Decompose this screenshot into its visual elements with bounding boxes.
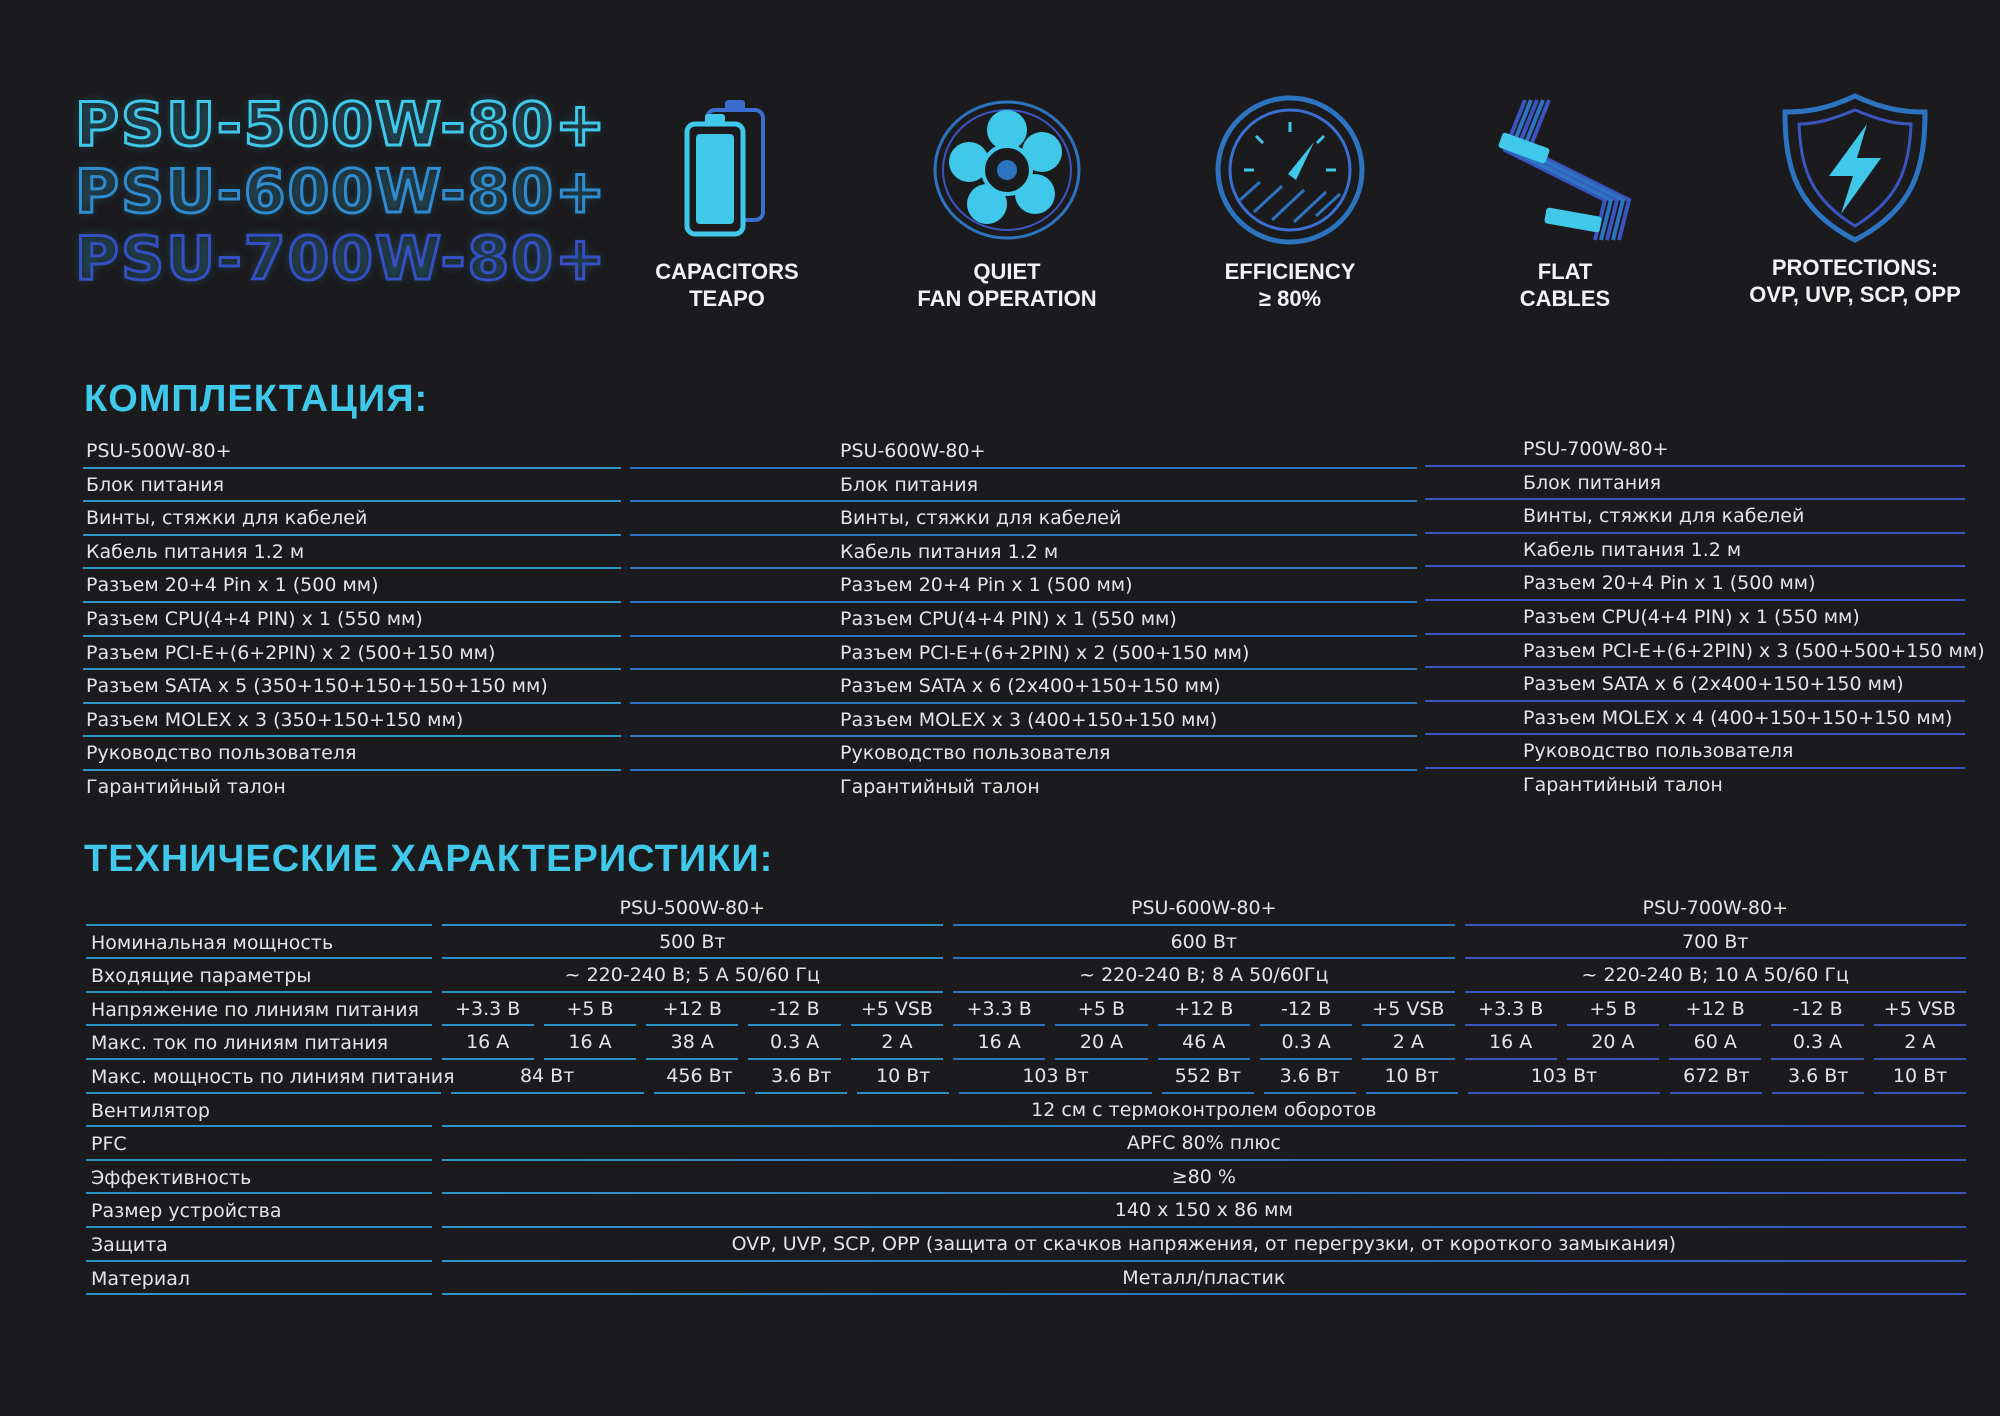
feature-label: QUIET (973, 259, 1041, 284)
kit-item: Руководство пользователя (1425, 735, 1965, 769)
model-header: PSU-500W-80+ (442, 892, 943, 926)
table-row (86, 959, 1966, 993)
table-cell: 140 х 150 х 86 мм (442, 1194, 1966, 1228)
kit-item: Разъем 20+4 Pin x 1 (500 мм) (630, 569, 1417, 603)
table-row (86, 1228, 1966, 1262)
row-label: Макс. мощность по линиям питания (86, 1060, 441, 1094)
table-row (86, 1161, 1966, 1195)
table-cell: 12 см с термоконтролем оборотов (442, 1094, 1966, 1128)
kit-item: PSU-700W-80+ (1425, 433, 1965, 467)
kit-item: Гарантийный талон (86, 775, 286, 798)
model-header: PSU-600W-80+ (953, 892, 1454, 926)
row-label: Макс. ток по линиям питания (86, 1026, 432, 1060)
kit-item: Разъем PCI-E+(6+2PIN) x 2 (500+150 мм) (83, 637, 621, 671)
table-cell: OVP, UVP, SCP, OPP (защита от скачков напряжения, от перегрузки, от короткого замыкания) (442, 1228, 1966, 1262)
feature-label: FAN OPERATION (917, 286, 1097, 311)
feature-label: CABLES (1519, 286, 1611, 311)
kit-column (1425, 433, 1985, 803)
shield-bolt-icon (1775, 90, 1935, 246)
feature-label: TEAPO (689, 286, 765, 311)
table-cell: +3.3 В (442, 993, 534, 1027)
kit-item: Гарантийный талон (840, 775, 1040, 798)
table-cell: 16 А (1465, 1026, 1557, 1060)
table-cell: 16 А (953, 1026, 1045, 1060)
table-cell: -12 В (748, 993, 840, 1027)
table-row (86, 1094, 1966, 1128)
kit-item: Разъем PCI-E+(6+2PIN) x 3 (500+500+150 мм) (1425, 635, 1965, 669)
kit-column (630, 435, 1417, 805)
table-cell: 0.3 А (1771, 1026, 1863, 1060)
row-label: Входящие параметры (86, 959, 432, 993)
kit-item: Гарантийный талон (1523, 773, 1723, 796)
table-cell: +5 В (1055, 993, 1147, 1027)
table-cell: 46 А (1158, 1026, 1250, 1060)
model-titles (75, 92, 607, 293)
kit-item: Разъем CPU(4+4 PIN) x 1 (550 мм) (630, 603, 1417, 637)
table-cell: 10 Вт (857, 1060, 949, 1094)
table-cell: 672 Вт (1670, 1060, 1762, 1094)
table-row (86, 926, 1966, 960)
table-cell: +3.3 В (953, 993, 1045, 1027)
table-cell: 20 А (1567, 1026, 1659, 1060)
table-cell: 552 Вт (1162, 1060, 1254, 1094)
table-cell: ≥80 % (442, 1161, 1966, 1195)
table-cell: 2 А (1362, 1026, 1454, 1060)
specs-table (86, 892, 1966, 1295)
specs-heading: ТЕХНИЧЕСКИЕ ХАРАКТЕРИСТИКИ: (84, 838, 774, 880)
feature-capacitors (617, 90, 837, 312)
model-title: PSU-600W-80+ (75, 157, 608, 227)
table-cell: 16 А (442, 1026, 534, 1060)
table-row (86, 1194, 1966, 1228)
table-cell: APFC 80% плюс (442, 1127, 1966, 1161)
model-title: PSU-700W-80+ (75, 224, 608, 294)
table-cell: 456 Вт (654, 1060, 746, 1094)
row-label: Эффективность (86, 1161, 432, 1195)
kit-item: PSU-500W-80+ (83, 435, 621, 469)
table-cell: 2 А (1874, 1026, 1966, 1060)
kit-item: Блок питания (630, 469, 1417, 503)
gauge-icon (1210, 90, 1370, 250)
row-label: PFC (86, 1127, 432, 1161)
kit-item: Разъем CPU(4+4 PIN) x 1 (550 мм) (83, 603, 621, 637)
kit-item: Винты, стяжки для кабелей (1425, 500, 1965, 534)
battery-icon (657, 90, 797, 250)
kit-item: Руководство пользователя (83, 737, 621, 771)
table-cell: -12 В (1771, 993, 1863, 1027)
kit-item: Винты, стяжки для кабелей (83, 502, 621, 536)
table-cell: 700 Вт (1465, 926, 1966, 960)
model-title: PSU-500W-80+ (75, 90, 608, 160)
table-cell: ~ 220-240 В; 5 А 50/60 Гц (442, 959, 943, 993)
table-cell: 2 А (851, 1026, 943, 1060)
feature-label: ≥ 80% (1258, 286, 1322, 311)
kit-item: Руководство пользователя (630, 737, 1417, 771)
kit-item: Разъем MOLEX x 3 (350+150+150 мм) (83, 704, 621, 738)
table-cell: 3.6 Вт (1264, 1060, 1356, 1094)
table-row (86, 892, 1966, 926)
table-row (86, 1262, 1966, 1296)
table-cell: 10 Вт (1874, 1060, 1966, 1094)
model-header: PSU-700W-80+ (1465, 892, 1966, 926)
table-cell: +5 VSB (851, 993, 943, 1027)
kit-item: Блок питания (1425, 467, 1965, 501)
row-label: Материал (86, 1262, 432, 1296)
table-row (86, 1127, 1966, 1161)
table-cell: +12 В (1669, 993, 1761, 1027)
kit-item: Разъем 20+4 Pin x 1 (500 мм) (1425, 567, 1965, 601)
table-cell: +5 В (1567, 993, 1659, 1027)
feature-flat-cables (1455, 90, 1675, 312)
table-cell: +5 VSB (1874, 993, 1966, 1027)
table-cell: 500 Вт (442, 926, 943, 960)
kit-item: Разъем SATA x 6 (2x400+150+150 мм) (630, 670, 1417, 704)
table-cell: 38 А (646, 1026, 738, 1060)
table-cell: +3.3 В (1465, 993, 1557, 1027)
fan-icon (927, 90, 1087, 250)
table-cell: +12 В (646, 993, 738, 1027)
table-cell: 103 Вт (1468, 1060, 1661, 1094)
flat-cable-icon (1485, 90, 1645, 250)
table-cell: +5 VSB (1362, 993, 1454, 1027)
feature-label: FLAT (1537, 259, 1593, 284)
kit-item: Разъем CPU(4+4 PIN) x 1 (550 мм) (1425, 601, 1965, 635)
feature-fan (897, 90, 1117, 312)
table-cell: 60 А (1669, 1026, 1761, 1060)
kit-item: Винты, стяжки для кабелей (630, 502, 1417, 536)
table-cell: ~ 220-240 В; 8 А 50/60Гц (953, 959, 1454, 993)
row-label: Защита (86, 1228, 432, 1262)
table-cell: +5 В (544, 993, 636, 1027)
table-cell: +12 В (1158, 993, 1250, 1027)
table-row (86, 993, 1966, 1027)
kit-item: Кабель питания 1.2 м (630, 536, 1417, 570)
table-cell: -12 В (1260, 993, 1352, 1027)
table-cell: 16 А (544, 1026, 636, 1060)
kit-heading: КОМПЛЕКТАЦИЯ: (84, 378, 429, 420)
feature-label: CAPACITORS (655, 259, 799, 284)
table-cell: 0.3 А (1260, 1026, 1352, 1060)
kit-column (83, 435, 621, 805)
kit-item: Разъем 20+4 Pin x 1 (500 мм) (83, 569, 621, 603)
feature-label: EFFICIENCY (1224, 259, 1356, 284)
table-row (86, 1060, 1966, 1094)
table-cell: 600 Вт (953, 926, 1454, 960)
kit-item: PSU-600W-80+ (630, 435, 1417, 469)
table-cell: ~ 220-240 В; 10 А 50/60 Гц (1465, 959, 1966, 993)
table-cell: 103 Вт (959, 1060, 1152, 1094)
row-label: Номинальная мощность (86, 926, 432, 960)
feature-label: OVP, UVP, SCP, OPP (1749, 282, 1961, 307)
kit-item: Кабель питания 1.2 м (83, 536, 621, 570)
row-label: Размер устройства (86, 1194, 432, 1228)
table-cell: 0.3 А (748, 1026, 840, 1060)
kit-item: Разъем PCI-E+(6+2PIN) x 2 (500+150 мм) (630, 637, 1417, 671)
table-cell: 10 Вт (1366, 1060, 1458, 1094)
kit-item: Разъем SATA x 5 (350+150+150+150+150 мм) (83, 670, 621, 704)
kit-item: Кабель питания 1.2 м (1425, 534, 1965, 568)
feature-label: PROTECTIONS: (1771, 255, 1939, 280)
table-cell: 20 А (1055, 1026, 1147, 1060)
kit-item: Блок питания (83, 469, 621, 503)
table-cell: Металл/пластик (442, 1262, 1966, 1296)
table-cell: 3.6 Вт (1772, 1060, 1864, 1094)
table-cell: 84 Вт (451, 1060, 644, 1094)
kit-item: Разъем MOLEX x 3 (400+150+150 мм) (630, 704, 1417, 738)
row-label: Напряжение по линиям питания (86, 993, 432, 1027)
row-label: Вентилятор (86, 1094, 432, 1128)
table-row (86, 1026, 1966, 1060)
kit-item: Разъем MOLEX x 4 (400+150+150+150 мм) (1425, 702, 1965, 736)
kit-item: Разъем SATA x 6 (2x400+150+150 мм) (1425, 668, 1965, 702)
table-cell: 3.6 Вт (755, 1060, 847, 1094)
feature-protections (1735, 90, 1975, 308)
feature-efficiency (1180, 90, 1400, 312)
